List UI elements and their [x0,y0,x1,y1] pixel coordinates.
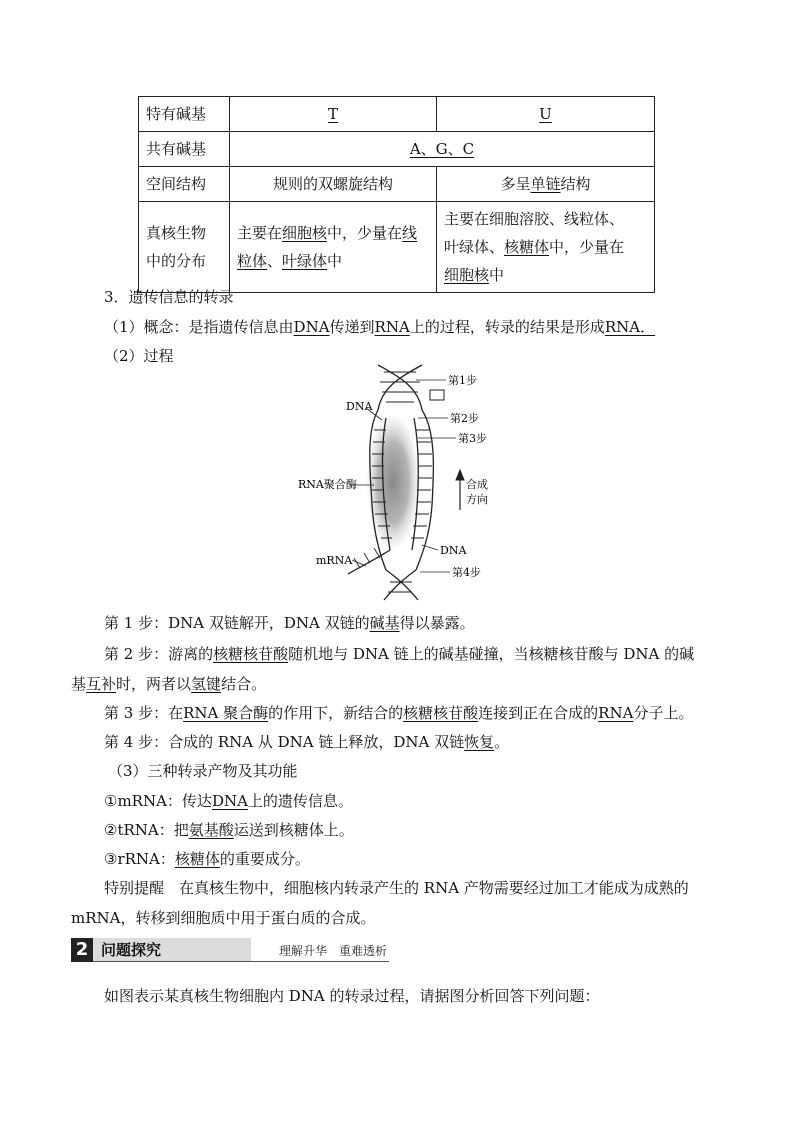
direction-label: 合成 [466,478,488,491]
banner-rule [93,961,389,962]
transcription-diagram [290,360,500,602]
section-title: 问题探究 [93,938,251,962]
dna-bottom-label: DNA [440,544,467,557]
step3-label: 第3步 [458,432,487,445]
mrna-label: mRNA [316,554,353,567]
process-heading: （2）过程 [104,347,174,365]
table-row [139,97,655,132]
step1-text: 第 1 步：DNA 双链解开，DNA 双链的碱基得以暴露。 [104,614,475,632]
dna-distribution: 主要在细胞核中，少量在线 粒体、叶绿体中 [230,202,437,293]
dna-top-label: DNA [346,400,373,413]
section-subtitle: 理解升华 重难透析 [279,944,388,958]
dna-unique-base: T [327,105,338,123]
table-row [139,202,655,293]
row-label: 真核生物 中的分布 [139,202,230,293]
row-label: 共有碱基 [139,132,230,167]
dna-rna-comparison-table [138,96,655,293]
rrna-function: ③rRNA：核糖体的重要成分。 [104,850,310,868]
rna-distribution: 主要在细胞溶胶、线粒体、 叶绿体、核糖体中，少量在 细胞核中 [437,202,655,293]
section-banner [71,938,389,962]
question-text: 如图表示某真核生物细胞内 DNA 的转录过程，请据图分析回答下列问题： [104,987,600,1005]
rna-structure: 多呈单链结构 [437,167,655,202]
common-bases: A、G、C [409,140,475,158]
row-label: 空间结构 [139,167,230,202]
step1-label: 第1步 [448,374,477,387]
trna-function: ②tRNA：把氨基酸运送到核糖体上。 [104,821,354,839]
table-row [139,132,655,167]
step4-label: 第4步 [452,566,481,579]
concept-line: （1）概念：是指遗传信息由DNA传递到RNA上的过程，转录的结果是形成RNA． [104,318,656,336]
direction-label: 方向 [466,493,488,506]
products-heading: （3）三种转录产物及其功能 [108,762,298,780]
step2-text-cont: 基互补时，两者以氢键结合。 [71,675,267,693]
rna-unique-base: U [539,105,552,123]
step2-text: 第 2 步：游离的核糖核苷酸随机地与 DNA 链上的碱基碰撞，当核糖核苷酸与 DNA 的碱 [104,645,695,663]
row-label: 特有碱基 [139,97,230,132]
section-number: 2 [71,938,93,962]
mrna-function: ①mRNA：传达DNA上的遗传信息。 [104,792,353,810]
section-heading: 3．遗传信息的转录 [104,288,234,306]
step3-text: 第 3 步：在RNA 聚合酶的作用下，新结合的核糖核苷酸连接到正在合成的RNA分子上。 [104,704,694,722]
dna-structure: 规则的双螺旋结构 [230,167,437,202]
rna-polymerase-label: RNA聚合酶 [298,478,357,491]
special-note-cont: mRNA，转移到细胞质中用于蛋白质的合成。 [71,909,376,927]
synthesis-direction-arrow [456,470,464,510]
step4-text: 第 4 步：合成的 RNA 从 DNA 链上释放，DNA 双链恢复。 [104,733,510,751]
table-row [139,167,655,202]
special-note: 特别提醒 在真核生物中，细胞核内转录产生的 RNA 产物需要经过加工才能成为成熟的 [104,879,689,897]
step2-label: 第2步 [450,412,479,425]
